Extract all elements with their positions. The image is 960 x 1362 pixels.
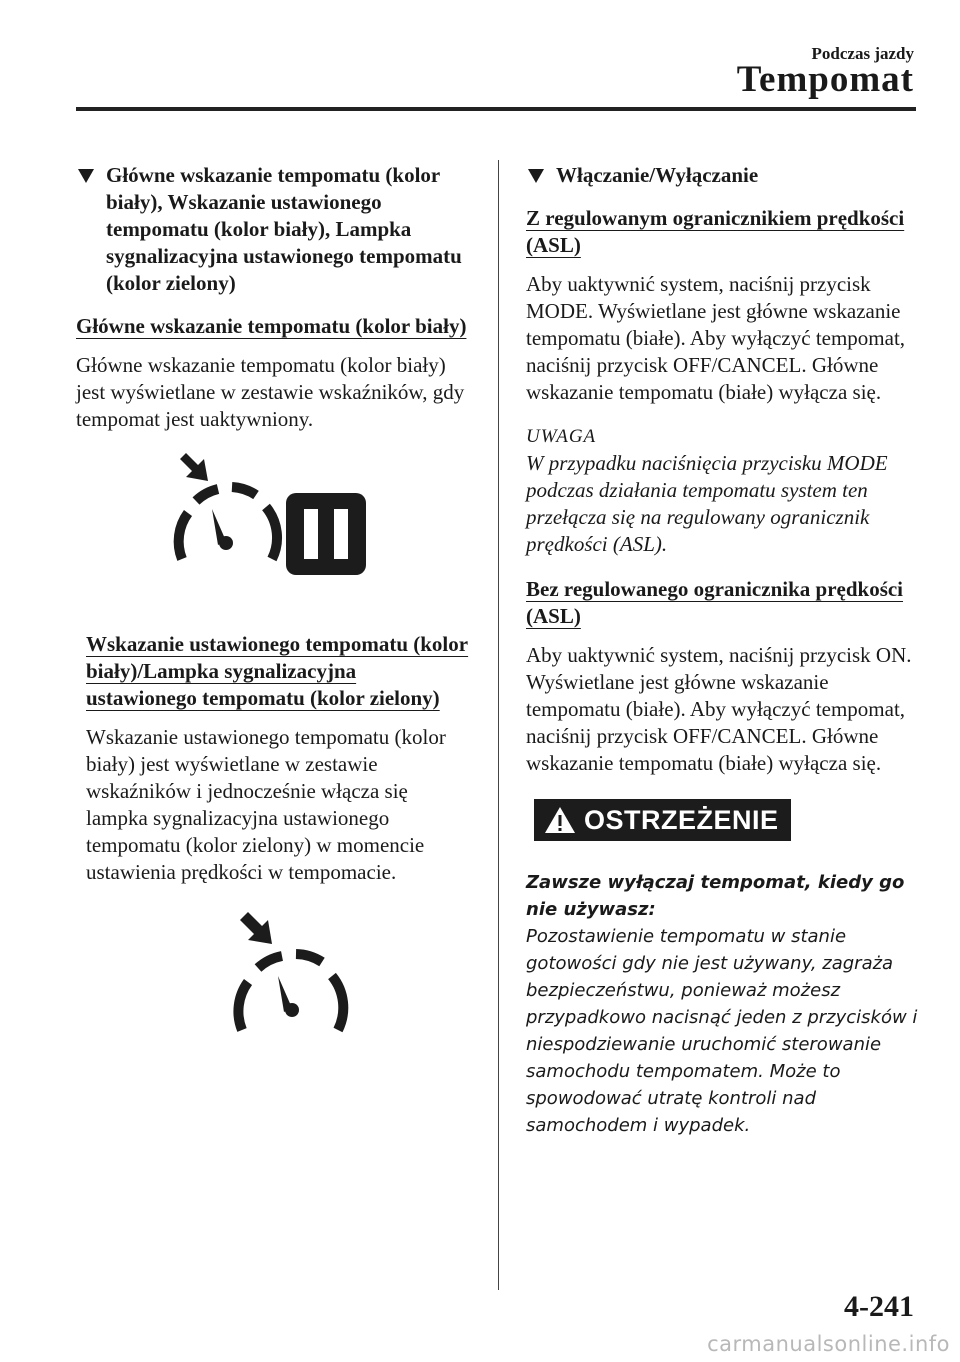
right-subheading-2: Bez regulowanego ogranicznika prędkości (ASL): [526, 577, 904, 628]
right-heading-text: Włączanie/Wyłączanie: [556, 163, 759, 187]
left-heading-text: Główne wskazanie tempomatu (kolor biały), Wskazanie ustawionego tempomatu (kolor biały), Lampka sygnalizacyjna ustawionego tempomatu (kolor zielony): [106, 163, 462, 295]
page-title: Tempomat: [736, 59, 914, 100]
warning-label: OSTRZEŻENIE: [584, 804, 779, 835]
right-column: [526, 162, 918, 1139]
triangle-bullet-icon: [78, 169, 94, 183]
note-text: W przypadku naciśnięcia przycisku MODE podczas działania tempomatu system ten przełącza się na regulowany ogranicznik prędkości (ASL).: [526, 451, 888, 556]
note-label: UWAGA: [526, 426, 597, 447]
watermark: carmanualsonline.info: [707, 1332, 950, 1356]
right-heading: [526, 162, 918, 189]
header-section: Podczas jazdy: [811, 44, 914, 63]
header-rule: [76, 107, 916, 111]
left-subheading-1: Główne wskazanie tempomatu (kolor biały): [76, 314, 467, 338]
left-subheading-2: Wskazanie ustawionego tempomatu (kolor biały)/Lampka sygnalizacyjna ustawionego tempomatu (kolor zielony): [86, 632, 469, 710]
left-column: [76, 162, 472, 1034]
warning-title: Zawsze wyłączaj tempomat, kiedy go nie używasz:: [526, 872, 905, 920]
cruise-set-indicator-icon: [226, 910, 366, 1040]
triangle-bullet-icon: [528, 169, 544, 183]
cruise-main-indicator-icon: [168, 451, 468, 609]
column-divider: [498, 160, 499, 1290]
right-body-2: Aby uaktywnić system, naciśnij przycisk ON. Wyświetlane jest główne wskazanie tempomatu (białe). Aby wyłączyć tempomat, naciśnij przycisk OFF/CANCEL. Główne wskazanie tempomatu (białe) wyłącza się.: [526, 643, 912, 775]
right-subheading-1: Z regulowanym ogranicznikiem prędkości (ASL): [526, 206, 905, 257]
cruise-set-indicator: [76, 904, 472, 1034]
warning-triangle-icon: [544, 806, 576, 834]
right-body-1: Aby uaktywnić system, naciśnij przycisk MODE. Wyświetlane jest główne wskazanie tempomatu (białe). Aby wyłączyć tempomat, naciśnij przycisk OFF/CANCEL. Główne wskazanie tempomatu (białe) wyłącza się.: [526, 272, 906, 404]
warning-badge: [534, 799, 791, 841]
page-number: 4-241: [844, 1290, 914, 1323]
cruise-main-indicator: [76, 451, 472, 609]
warning-text: Pozostawienie tempomatu w stanie gotowości gdy nie jest używany, zagraża bezpieczeństwu, ponieważ możesz przypadkowo nacisnąć jeden z przycisków i niespodziewanie uruchomić sterowanie samochodu tempomatem. Może to spowodować utratę kontroli nad samochodem i wypadek.: [526, 926, 918, 1136]
left-body-2: Wskazanie ustawionego tempomatu (kolor biały) jest wyświetlane w zestawie wskaźników i jednocześnie włącza się lampka sygnalizacyjna ustawionego tempomatu (kolor zielony) w momencie ustawienia prędkości w tempomacie.: [86, 725, 446, 884]
left-heading: [76, 162, 472, 297]
left-body-1: Główne wskazanie tempomatu (kolor biały) jest wyświetlane w zestawie wskaźników, gdy tempomat jest uaktywniony.: [76, 353, 465, 431]
